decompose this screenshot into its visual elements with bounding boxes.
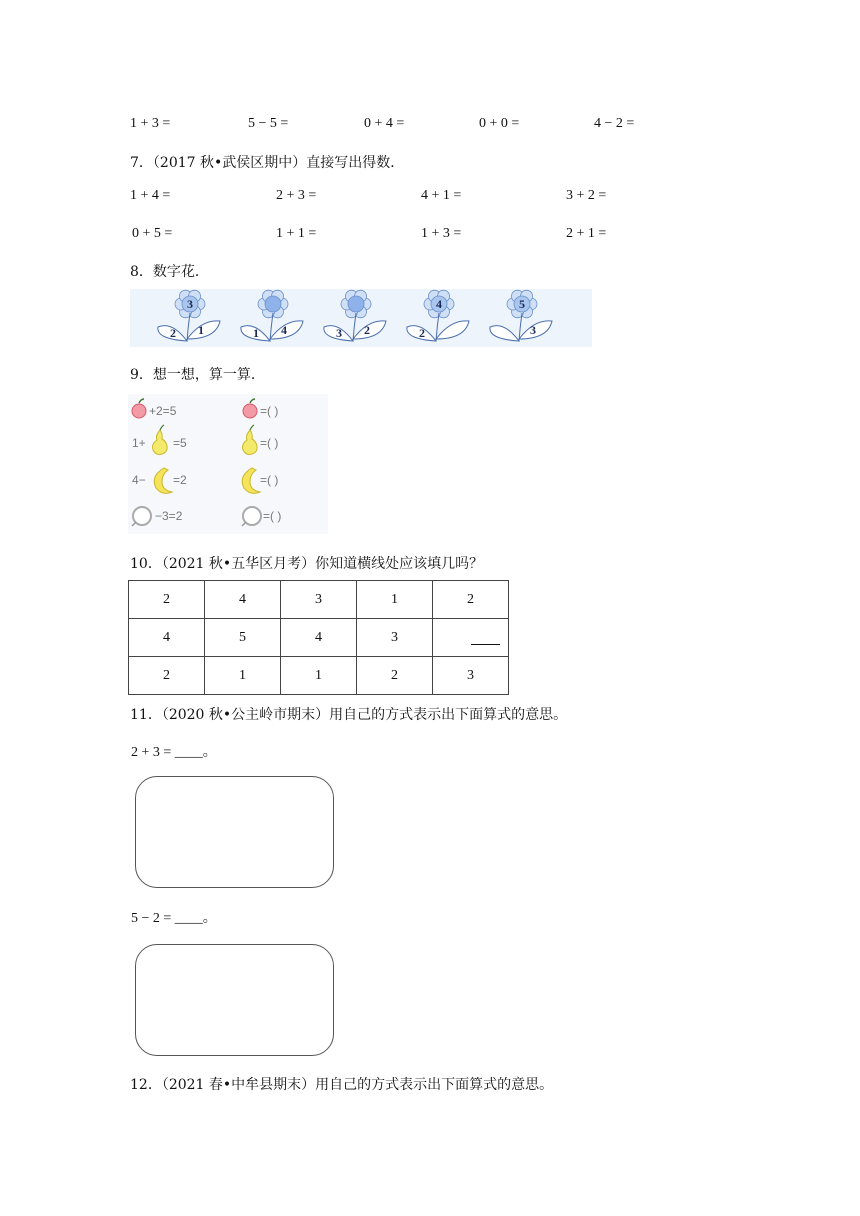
q9-row2-right: =( )	[260, 436, 279, 450]
flower-left-number: 2	[419, 326, 425, 340]
flower-top-number: 5	[519, 297, 525, 311]
q9-row3-left: =2	[173, 473, 187, 487]
ring-icon	[242, 507, 261, 526]
flower-right-number: 2	[364, 323, 370, 337]
q9-row4-left: −3=2	[155, 509, 183, 523]
number-flower-2	[241, 290, 303, 341]
top-equation-4: 0 + 0 =	[479, 116, 520, 131]
table-cell: 4	[281, 619, 357, 657]
drawing-box-1[interactable]	[135, 776, 334, 888]
ring-icon	[132, 507, 151, 526]
q7-equation: 4 + 1 =	[421, 188, 462, 203]
number-flower-3	[324, 290, 386, 341]
q7-equation: 2 + 3 =	[276, 188, 317, 203]
q9-row2-prefix: 1+	[132, 436, 146, 450]
table-cell: 4	[129, 619, 205, 657]
q11-expression-1: 2 + 3 = ____。	[131, 745, 217, 760]
table-row	[129, 619, 509, 657]
table-cell: 5	[205, 619, 281, 657]
flower-left-number: 1	[253, 326, 259, 340]
q7-equation: 0 + 5 =	[132, 226, 173, 241]
flower-top-number: 3	[187, 297, 193, 311]
table-row	[129, 657, 509, 695]
table-cell: 2	[129, 581, 205, 619]
q9-row4-right: =( )	[263, 509, 282, 523]
top-equation-2: 5 − 5 =	[248, 116, 289, 131]
table-cell: 2	[433, 581, 509, 619]
top-equation-3: 0 + 4 =	[364, 116, 405, 131]
question-7-title: 7．（2017 秋•武侯区期中）直接写出得数．	[130, 155, 405, 171]
table-cell: 2	[129, 657, 205, 695]
top-equation-1: 1 + 3 =	[130, 116, 171, 131]
table-cell: 3	[357, 619, 433, 657]
flower-right-number: 4	[281, 323, 287, 337]
question-8-title: 8．数字花．	[130, 264, 209, 280]
table-cell: 3	[281, 581, 357, 619]
number-flower-4	[407, 290, 469, 341]
q7-equation: 2 + 1 =	[566, 226, 607, 241]
question-10-title: 10．（2021 秋•五华区月考）你知道横线处应该填几吗？	[130, 556, 484, 572]
number-flower-1	[158, 290, 220, 341]
fruit-equations-figure	[128, 394, 328, 534]
table-cell: 1	[357, 581, 433, 619]
question-9-title: 9．想一想，算一算．	[130, 367, 265, 383]
q7-equation: 1 + 4 =	[130, 188, 171, 203]
q9-row3-right: =( )	[260, 473, 279, 487]
question-11-title: 11．（2020 秋•公主岭市期末）用自己的方式表示出下面算式的意思。	[130, 707, 568, 723]
table-cell: 2	[357, 657, 433, 695]
table-cell: 1	[281, 657, 357, 695]
q7-equation: 3 + 2 =	[566, 188, 607, 203]
q9-row1-left: +2=5	[149, 404, 177, 418]
flower-left-number: 2	[170, 326, 176, 340]
q9-row2-left: =5	[173, 436, 187, 450]
flower-right-number: 3	[530, 323, 536, 337]
table-cell: 1	[205, 657, 281, 695]
number-pattern-table	[128, 580, 509, 695]
top-equation-5: 4 − 2 =	[594, 116, 635, 131]
number-flowers-figure	[130, 289, 592, 347]
q7-equation: 1 + 1 =	[276, 226, 317, 241]
q9-row3-prefix: 4−	[132, 473, 146, 487]
answer-blank-cell[interactable]	[433, 619, 509, 657]
q9-row1-right: =( )	[260, 404, 279, 418]
answer-blank-line	[471, 644, 500, 645]
q11-expression-2: 5 − 2 = ____。	[131, 911, 217, 926]
flower-left-number: 3	[336, 326, 342, 340]
table-row	[129, 581, 509, 619]
drawing-box-2[interactable]	[135, 944, 334, 1056]
table-cell: 3	[433, 657, 509, 695]
question-12-title: 12．（2021 春•中牟县期末）用自己的方式表示出下面算式的意思。	[130, 1077, 554, 1093]
table-cell: 4	[205, 581, 281, 619]
q7-equation: 1 + 3 =	[421, 226, 462, 241]
flower-top-number: 4	[436, 297, 442, 311]
flower-right-number: 1	[198, 323, 204, 337]
number-flower-5	[490, 290, 552, 341]
